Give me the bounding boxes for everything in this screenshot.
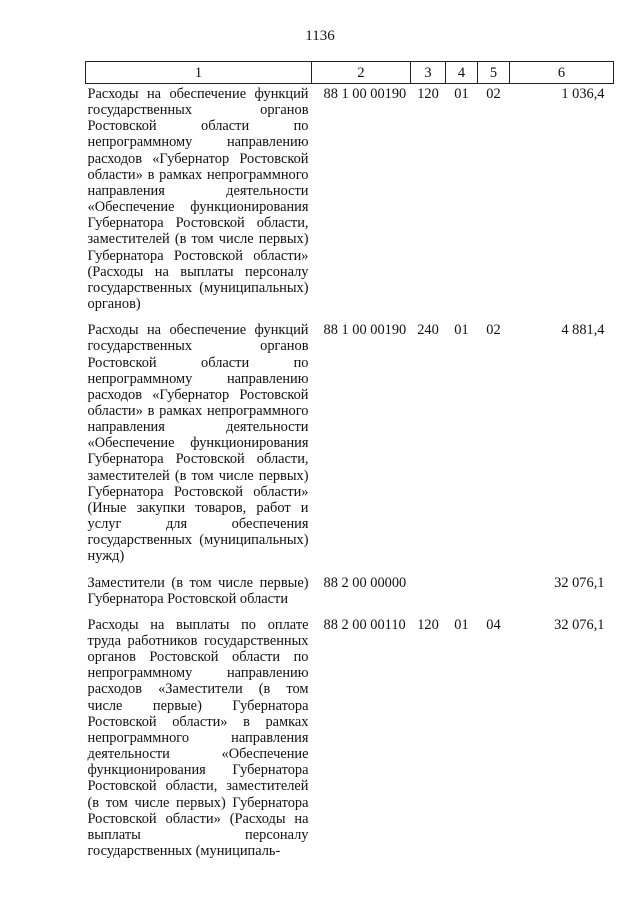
column-header: 2: [312, 62, 411, 84]
row-section: 01: [454, 616, 469, 633]
row-description: Расходы на обеспечение функций государственных органов Ростовской области по непрограммному направлению расходов «Губернатор Ростовской области» в рамках непрограммного направления деятельности «Обеспечение функционирования Губернатора Ростовской области, заместителей (в том числе первых) Губернатора Ростовской области» (Расходы на выплаты персоналу государственных (муниципальных) органов): [87, 86, 309, 313]
budget-table: [85, 61, 614, 859]
row-expense-type: 240: [417, 322, 439, 339]
row-subsection: 04: [486, 616, 501, 633]
row-subsection: 02: [486, 322, 501, 339]
row-expense-type: 120: [417, 616, 439, 633]
column-header: 5: [478, 62, 510, 84]
row-description: Заместители (в том числе первые) Губернатора Ростовской области: [87, 574, 309, 607]
row-expense-type: 120: [417, 86, 439, 102]
row-target-code: 88 2 00 00110: [323, 616, 406, 633]
table-row: [86, 320, 614, 572]
row-section: [446, 573, 478, 615]
row-amount: 32 076,1: [554, 616, 605, 633]
row-description: Расходы на выплаты по оплате труда работников государственных органов Ростовской области по непрограммному направлению расходов «Заместители (в том числе первые) Губернатора Ростовской области» в рамках непрограммного направления деятельности «Обеспечение функционирования Губернатора Ростовской области, заместителей (в том числе первых) Губернатора Ростовской области» (Расходы на выплаты персоналу государственных (муниципаль-: [87, 616, 309, 860]
row-target-code: 88 1 00 00190: [323, 86, 407, 102]
column-header: 6: [510, 62, 614, 84]
table-header-row: [86, 62, 614, 84]
row-description: Расходы на обеспечение функций государственных органов Ростовской области по непрограммному направлению расходов «Губернатор Ростовской области» в рамках непрограммного направления деятельности «Обеспечение функционирования Губернатора Ростовской области, заместителей (в том числе первых) Губернатора Ростовской области» (Иные закупки товаров, работ и услуг для обеспечения государственных (муниципальных) нужд): [87, 322, 309, 565]
column-header: 4: [446, 62, 478, 84]
table-row: [86, 84, 614, 321]
column-header: 3: [411, 62, 446, 84]
row-section: 01: [454, 322, 469, 339]
row-amount: 32 076,1: [554, 574, 605, 591]
table-row: [86, 573, 614, 615]
row-target-code: 88 2 00 00000: [323, 574, 407, 591]
row-section: 01: [454, 86, 469, 102]
row-amount: 4 881,4: [561, 322, 605, 339]
column-header: 1: [86, 62, 312, 84]
row-subsection: [478, 573, 510, 615]
row-subsection: 02: [486, 86, 501, 102]
row-amount: 1 036,4: [561, 86, 605, 102]
row-target-code: 88 1 00 00190: [323, 322, 407, 339]
page-number: 1136: [305, 28, 335, 44]
row-expense-type: [411, 573, 446, 615]
table-row: [86, 615, 614, 859]
